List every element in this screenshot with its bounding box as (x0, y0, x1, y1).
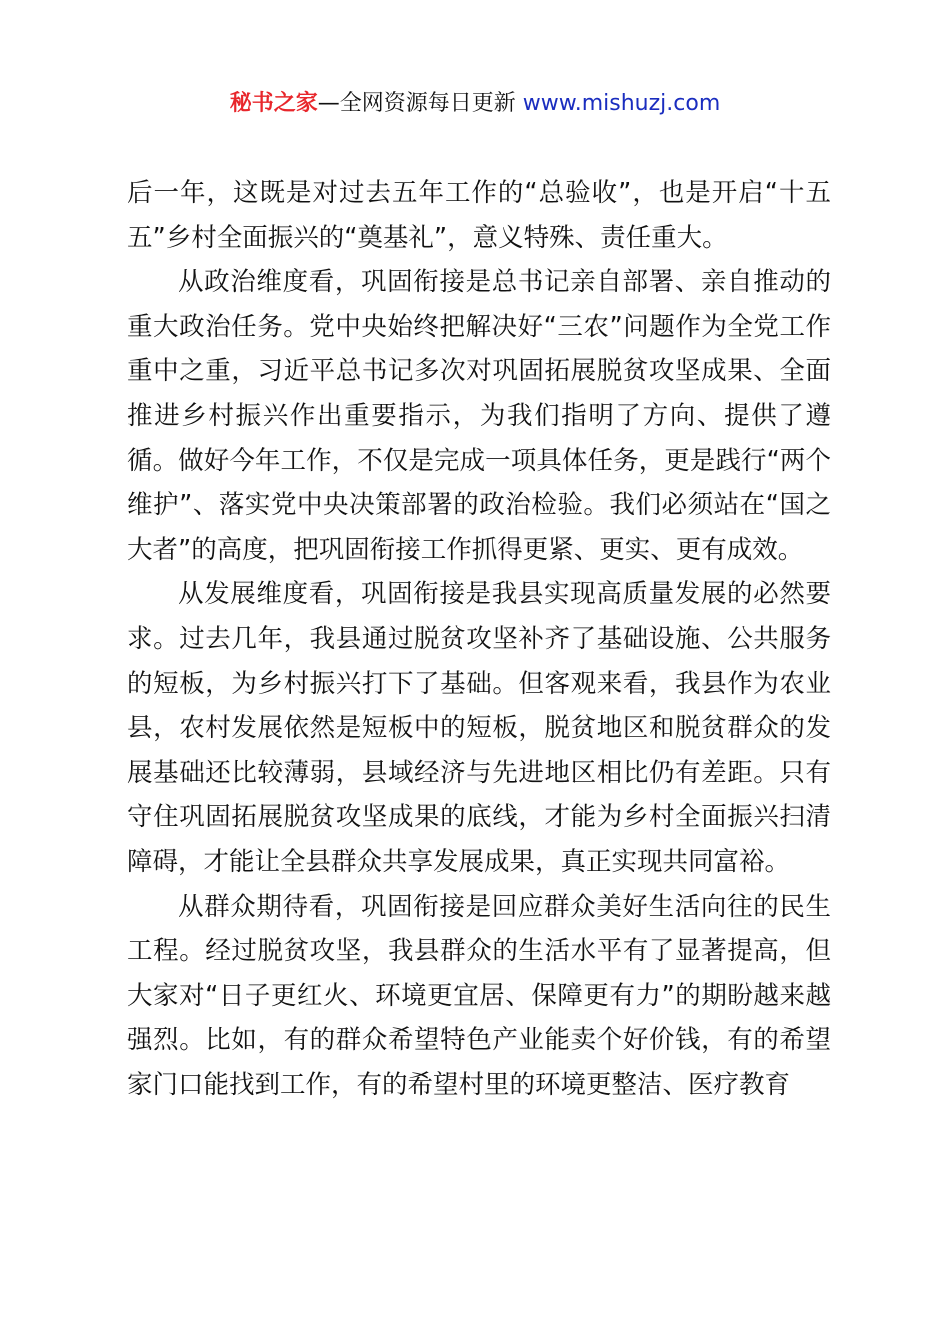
page-header (0, 86, 950, 122)
paragraph-public-expectation: 从群众期待看，巩固衔接是回应群众美好生活向往的民生工程。经过脱贫攻坚，我县群众的生活水平有了显著提高，但大家对“日子更红火、环境更宜居、保障更有力”的期盼越来越强烈。比如，有的群众希望特色产业能卖个好价钱，有的希望家门口能找到工作，有的希望村里的环境更整洁、医疗教育 (127, 891, 831, 1100)
website-link[interactable]: www.mishuzj.com (522, 91, 721, 116)
header-tagline: —全网资源每日更新 (317, 91, 516, 116)
document-body (127, 171, 831, 1107)
paragraph-development-dimension: 从发展维度看，巩固衔接是我县实现高质量发展的必然要求。过去几年，我县通过脱贫攻坚补齐了基础设施、公共服务的短板，为乡村振兴打下了基础。但客观来看，我县作为农业县，农村发展依然是短板中的短板，脱贫地区和脱贫群众的发展基础还比较薄弱，县域经济与先进地区相比仍有差距。只有守住巩固拓展脱贫攻坚成果的底线，才能为乡村全面振兴扫清障碍，才能让全县群众共享发展成果，真正实现共同富裕。 (127, 579, 831, 877)
paragraph-continuation: 后一年，这既是对过去五年工作的“总验收”，也是开启“十五五”乡村全面振兴的“奠基礼”，意义特殊、责任重大。 (127, 178, 831, 253)
paragraph-political-dimension: 从政治维度看，巩固衔接是总书记亲自部署、亲自推动的重大政治任务。党中央始终把解决好“三农”问题作为全党工作重中之重，习近平总书记多次对巩固拓展脱贫攻坚成果、全面推进乡村振兴作出重要指示，为我们指明了方向、提供了遵循。做好今年工作，不仅是完成一项具体任务，更是践行“两个维护”、落实党中央决策部署的政治检验。我们必须站在“国之大者”的高度，把巩固衔接工作抓得更紧、更实、更有成效。 (127, 267, 831, 565)
brand-name: 秘书之家 (229, 91, 318, 116)
